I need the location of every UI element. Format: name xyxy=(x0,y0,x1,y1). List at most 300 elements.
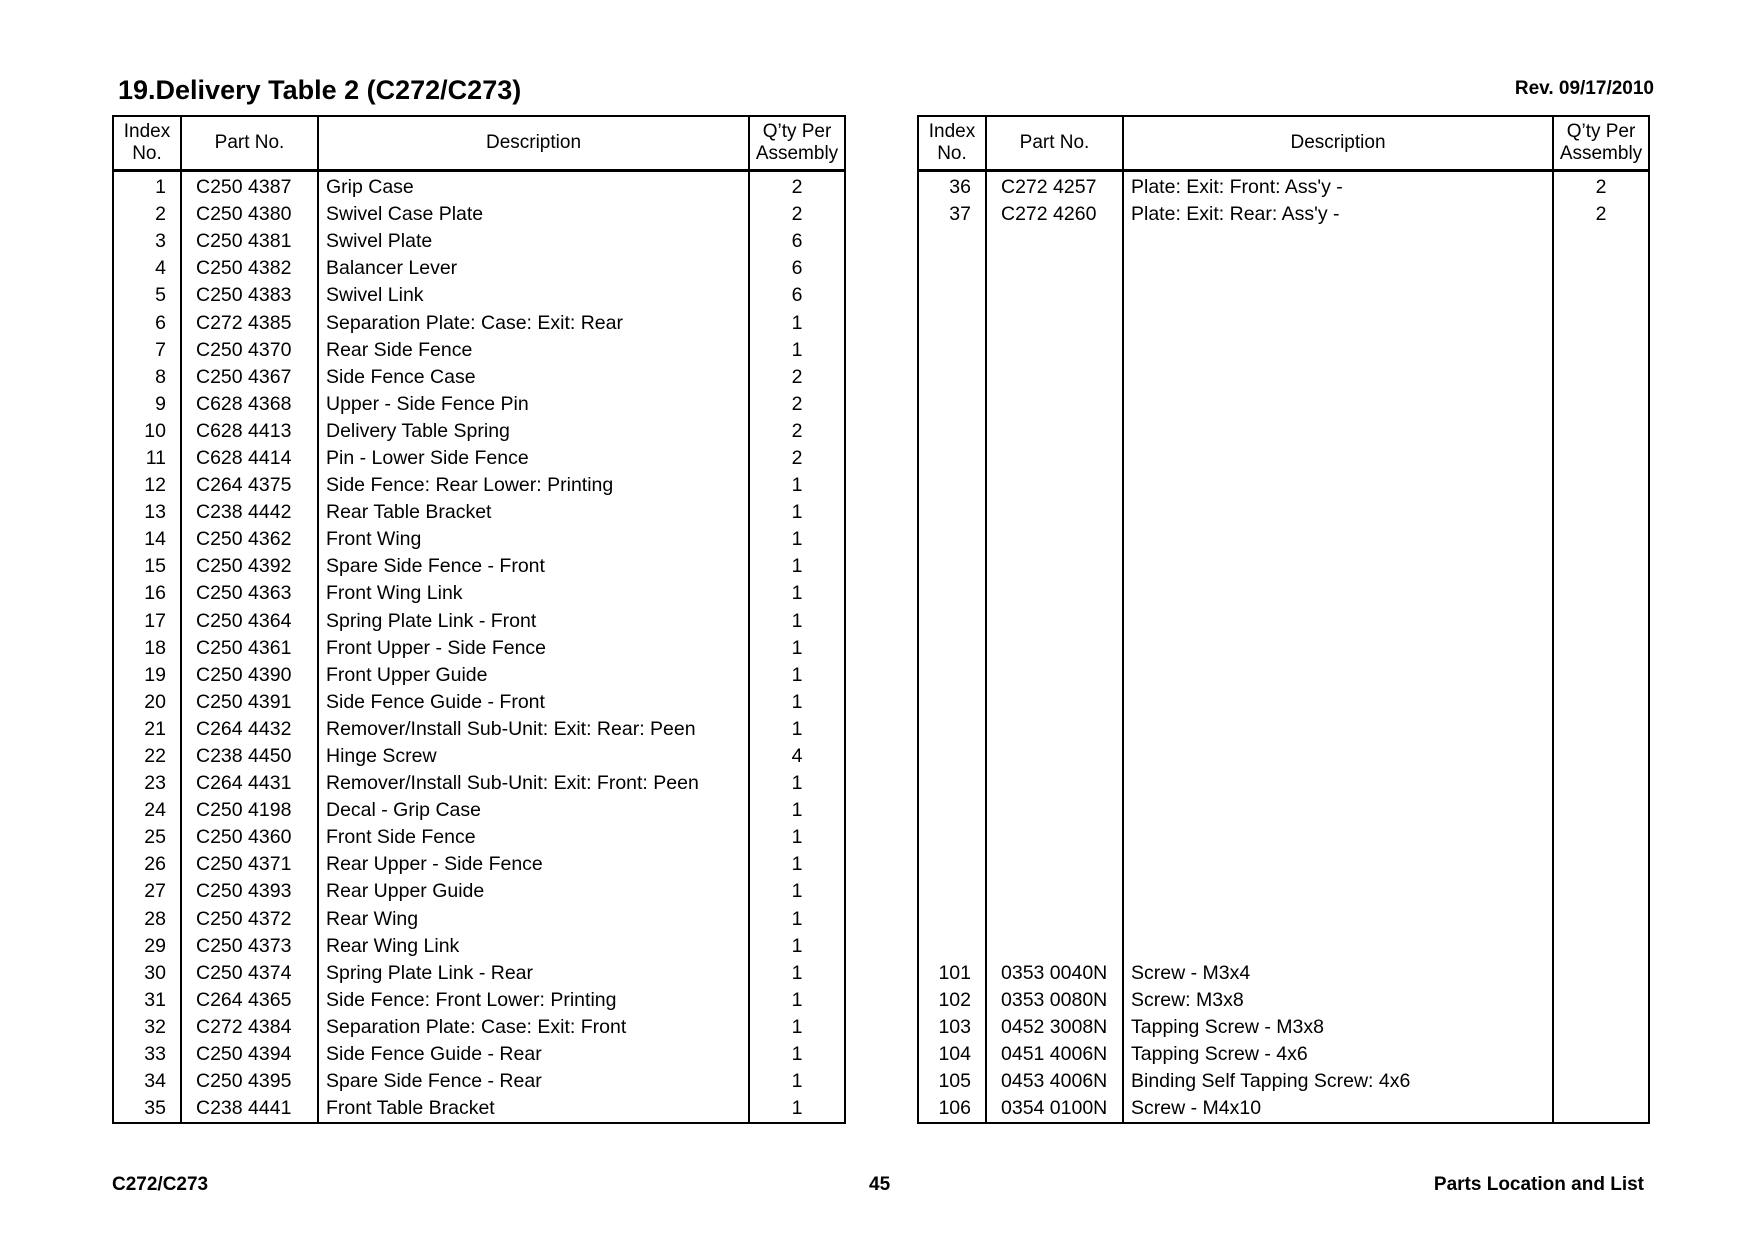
part-no-cell: C250 4382 xyxy=(181,255,318,282)
index-no-cell: 27 xyxy=(113,878,181,905)
index-no-cell: 18 xyxy=(113,635,181,662)
index-no-cell xyxy=(918,608,986,635)
footer-section: Parts Location and List xyxy=(1433,1174,1644,1195)
table-row xyxy=(918,824,1649,851)
qty-cell: 2 xyxy=(749,364,845,391)
description-cell: Front Side Fence xyxy=(318,824,749,851)
table-row xyxy=(918,906,1649,933)
description-cell: Rear Table Bracket xyxy=(318,499,749,526)
description-cell xyxy=(1123,851,1553,878)
revision-date: Rev. 09/17/2010 xyxy=(1514,78,1654,99)
description-cell xyxy=(1123,364,1553,391)
table-row xyxy=(918,635,1649,662)
table-row xyxy=(113,1041,845,1068)
qty-cell: 1 xyxy=(749,906,845,933)
table-row xyxy=(918,770,1649,797)
part-no-cell: C238 4441 xyxy=(181,1095,318,1123)
description-cell xyxy=(1123,716,1553,743)
qty-cell: 1 xyxy=(749,716,845,743)
table-row xyxy=(113,472,845,499)
index-no-cell xyxy=(918,824,986,851)
index-no-cell: 33 xyxy=(113,1041,181,1068)
part-no-header: Part No. xyxy=(986,116,1123,171)
qty-cell: 1 xyxy=(749,960,845,987)
description-cell: Side Fence Guide - Front xyxy=(318,689,749,716)
table-row xyxy=(918,797,1649,824)
description-cell xyxy=(1123,662,1553,689)
index-no-cell xyxy=(918,878,986,905)
index-no-cell: 103 xyxy=(918,1014,986,1041)
qty-cell xyxy=(1553,797,1649,824)
qty-cell xyxy=(1553,635,1649,662)
description-cell: Rear Wing xyxy=(318,906,749,933)
index-no-cell: 19 xyxy=(113,662,181,689)
part-no-cell: C250 4367 xyxy=(181,364,318,391)
index-no-cell xyxy=(918,445,986,472)
index-no-cell: 31 xyxy=(113,987,181,1014)
qty-cell: 1 xyxy=(749,851,845,878)
index-no-cell: 28 xyxy=(113,906,181,933)
description-cell: Rear Side Fence xyxy=(318,337,749,364)
index-no-cell: 20 xyxy=(113,689,181,716)
description-cell: Separation Plate: Case: Exit: Front xyxy=(318,1014,749,1041)
part-no-cell: C250 4395 xyxy=(181,1068,318,1095)
part-no-cell xyxy=(986,689,1123,716)
table-row xyxy=(918,201,1649,228)
index-no-cell: 15 xyxy=(113,553,181,580)
table-row xyxy=(918,933,1649,960)
part-no-cell: C250 4360 xyxy=(181,824,318,851)
qty-cell: 1 xyxy=(749,824,845,851)
qty-cell xyxy=(1553,608,1649,635)
part-no-cell: C628 4413 xyxy=(181,418,318,445)
qty-cell xyxy=(1553,580,1649,607)
table-row xyxy=(113,608,845,635)
table-row xyxy=(918,960,1649,987)
qty-cell: 2 xyxy=(749,445,845,472)
part-no-cell xyxy=(986,824,1123,851)
qty-cell: 1 xyxy=(749,472,845,499)
table-header-row xyxy=(918,116,1649,171)
table-row xyxy=(918,662,1649,689)
part-no-cell: C628 4368 xyxy=(181,391,318,418)
part-no-cell xyxy=(986,580,1123,607)
description-cell: Screw: M3x8 xyxy=(1123,987,1553,1014)
qty-cell xyxy=(1553,933,1649,960)
description-cell: Side Fence Guide - Rear xyxy=(318,1041,749,1068)
table-row xyxy=(918,171,1649,202)
index-no-cell: 106 xyxy=(918,1095,986,1123)
part-no-cell xyxy=(986,662,1123,689)
description-cell: Delivery Table Spring xyxy=(318,418,749,445)
parts-table-right xyxy=(917,115,1650,1124)
table-row xyxy=(918,851,1649,878)
description-cell: Pin - Lower Side Fence xyxy=(318,445,749,472)
qty-header: Q’ty Per Assembly xyxy=(749,116,845,171)
part-no-cell: C250 4393 xyxy=(181,878,318,905)
qty-cell: 1 xyxy=(749,1095,845,1123)
description-cell xyxy=(1123,608,1553,635)
description-cell: Tapping Screw - M3x8 xyxy=(1123,1014,1553,1041)
table-row xyxy=(918,337,1649,364)
qty-cell: 1 xyxy=(749,878,845,905)
part-no-cell: C250 4392 xyxy=(181,553,318,580)
description-cell xyxy=(1123,770,1553,797)
index-no-cell xyxy=(918,933,986,960)
part-no-cell: C250 4364 xyxy=(181,608,318,635)
description-cell xyxy=(1123,580,1553,607)
index-no-cell xyxy=(918,472,986,499)
part-no-cell: C250 4198 xyxy=(181,797,318,824)
part-no-cell xyxy=(986,472,1123,499)
qty-cell xyxy=(1553,418,1649,445)
index-no-cell xyxy=(918,906,986,933)
table-row xyxy=(113,635,845,662)
qty-cell: 2 xyxy=(1553,201,1649,228)
table-row xyxy=(113,987,845,1014)
qty-cell xyxy=(1553,960,1649,987)
index-no-cell: 34 xyxy=(113,1068,181,1095)
index-no-cell: 104 xyxy=(918,1041,986,1068)
description-cell: Spring Plate Link - Rear xyxy=(318,960,749,987)
page-title: 19.Delivery Table 2 (C272/C273) xyxy=(118,75,522,105)
index-no-cell: 21 xyxy=(113,716,181,743)
description-cell xyxy=(1123,797,1553,824)
qty-cell: 1 xyxy=(749,337,845,364)
part-no-cell: 0353 0080N xyxy=(986,987,1123,1014)
index-no-cell: 25 xyxy=(113,824,181,851)
part-no-cell xyxy=(986,770,1123,797)
part-no-cell: 0453 4006N xyxy=(986,1068,1123,1095)
footer-page-number: 45 xyxy=(869,1174,891,1195)
description-cell: Decal - Grip Case xyxy=(318,797,749,824)
description-cell: Tapping Screw - 4x6 xyxy=(1123,1041,1553,1068)
table-row xyxy=(113,1014,845,1041)
qty-cell: 1 xyxy=(749,526,845,553)
table-row xyxy=(113,797,845,824)
index-no-cell xyxy=(918,499,986,526)
part-no-cell: C250 4372 xyxy=(181,906,318,933)
index-no-cell xyxy=(918,553,986,580)
index-no-cell xyxy=(918,662,986,689)
qty-cell xyxy=(1553,391,1649,418)
description-cell: Plate: Exit: Rear: Ass'y - xyxy=(1123,201,1553,228)
part-no-cell: C250 4363 xyxy=(181,580,318,607)
table-row xyxy=(113,716,845,743)
table-row xyxy=(113,282,845,309)
index-no-cell: 26 xyxy=(113,851,181,878)
description-cell xyxy=(1123,824,1553,851)
table-row xyxy=(113,309,845,336)
description-cell: Separation Plate: Case: Exit: Rear xyxy=(318,309,749,336)
index-no-cell: 17 xyxy=(113,608,181,635)
qty-cell xyxy=(1553,770,1649,797)
description-cell: Remover/Install Sub-Unit: Exit: Rear: Peen xyxy=(318,716,749,743)
index-no-cell: 9 xyxy=(113,391,181,418)
index-no-cell: 102 xyxy=(918,987,986,1014)
table-row xyxy=(918,608,1649,635)
description-cell: Remover/Install Sub-Unit: Exit: Front: Peen xyxy=(318,770,749,797)
qty-cell: 2 xyxy=(749,418,845,445)
part-no-cell: 0452 3008N xyxy=(986,1014,1123,1041)
part-no-header: Part No. xyxy=(181,116,318,171)
table-row xyxy=(918,499,1649,526)
description-cell: Front Wing xyxy=(318,526,749,553)
part-no-cell: C272 4385 xyxy=(181,309,318,336)
table-row xyxy=(918,716,1649,743)
description-cell: Swivel Case Plate xyxy=(318,201,749,228)
description-cell: Rear Upper Guide xyxy=(318,878,749,905)
part-no-cell xyxy=(986,797,1123,824)
qty-cell xyxy=(1553,1068,1649,1095)
description-cell: Rear Wing Link xyxy=(318,933,749,960)
description-cell xyxy=(1123,418,1553,445)
part-no-cell xyxy=(986,933,1123,960)
part-no-cell xyxy=(986,878,1123,905)
description-cell xyxy=(1123,553,1553,580)
table-row xyxy=(113,824,845,851)
part-no-cell xyxy=(986,526,1123,553)
part-no-cell xyxy=(986,337,1123,364)
index-no-cell: 23 xyxy=(113,770,181,797)
description-cell xyxy=(1123,878,1553,905)
part-no-cell xyxy=(986,635,1123,662)
table-row xyxy=(918,228,1649,255)
table-row xyxy=(113,228,845,255)
description-cell: Binding Self Tapping Screw: 4x6 xyxy=(1123,1068,1553,1095)
part-no-cell: C250 4391 xyxy=(181,689,318,716)
table-row xyxy=(918,553,1649,580)
index-no-cell: 1 xyxy=(113,171,181,202)
description-cell: Plate: Exit: Front: Ass'y - xyxy=(1123,171,1553,202)
qty-cell xyxy=(1553,716,1649,743)
description-cell: Front Upper - Side Fence xyxy=(318,635,749,662)
table-row xyxy=(918,689,1649,716)
qty-cell: 1 xyxy=(749,608,845,635)
qty-cell xyxy=(1553,309,1649,336)
table-row xyxy=(918,1095,1649,1123)
part-no-cell xyxy=(986,391,1123,418)
description-cell xyxy=(1123,337,1553,364)
index-no-cell: 10 xyxy=(113,418,181,445)
description-cell: Front Wing Link xyxy=(318,580,749,607)
qty-cell xyxy=(1553,255,1649,282)
table-row xyxy=(918,1014,1649,1041)
part-no-cell xyxy=(986,743,1123,770)
table-row xyxy=(918,255,1649,282)
part-no-cell xyxy=(986,255,1123,282)
table-row xyxy=(113,364,845,391)
description-cell xyxy=(1123,309,1553,336)
table-row xyxy=(113,499,845,526)
description-cell: Front Table Bracket xyxy=(318,1095,749,1123)
description-cell xyxy=(1123,906,1553,933)
qty-cell xyxy=(1553,472,1649,499)
description-cell: Side Fence: Rear Lower: Printing xyxy=(318,472,749,499)
part-no-cell: C264 4432 xyxy=(181,716,318,743)
description-cell: Swivel Link xyxy=(318,282,749,309)
description-cell: Spring Plate Link - Front xyxy=(318,608,749,635)
description-cell xyxy=(1123,255,1553,282)
qty-cell: 4 xyxy=(749,743,845,770)
table-row xyxy=(113,171,845,202)
parts-table-body xyxy=(918,171,1649,1124)
index-no-cell xyxy=(918,364,986,391)
part-no-cell xyxy=(986,553,1123,580)
qty-cell xyxy=(1553,364,1649,391)
index-no-cell xyxy=(918,797,986,824)
qty-cell: 1 xyxy=(749,1041,845,1068)
part-no-cell: C264 4365 xyxy=(181,987,318,1014)
part-no-cell: 0353 0040N xyxy=(986,960,1123,987)
index-no-cell: 16 xyxy=(113,580,181,607)
table-row xyxy=(113,878,845,905)
index-no-cell xyxy=(918,770,986,797)
part-no-cell: C250 4361 xyxy=(181,635,318,662)
part-no-cell xyxy=(986,608,1123,635)
table-row xyxy=(113,391,845,418)
table-row xyxy=(918,526,1649,553)
parts-table-left xyxy=(112,115,846,1124)
index-no-cell: 30 xyxy=(113,960,181,987)
qty-cell xyxy=(1553,689,1649,716)
index-no-cell: 6 xyxy=(113,309,181,336)
qty-cell xyxy=(1553,526,1649,553)
table-row xyxy=(918,743,1649,770)
index-no-cell: 11 xyxy=(113,445,181,472)
table-row xyxy=(113,689,845,716)
index-no-cell: 36 xyxy=(918,171,986,202)
part-no-cell: C250 4371 xyxy=(181,851,318,878)
table-row xyxy=(113,851,845,878)
table-row xyxy=(113,1095,845,1123)
index-no-cell: 24 xyxy=(113,797,181,824)
index-no-cell: 37 xyxy=(918,201,986,228)
qty-cell: 1 xyxy=(749,580,845,607)
index-no-cell: 13 xyxy=(113,499,181,526)
index-no-cell: 7 xyxy=(113,337,181,364)
qty-cell: 1 xyxy=(749,662,845,689)
description-cell: Rear Upper - Side Fence xyxy=(318,851,749,878)
part-no-cell xyxy=(986,906,1123,933)
qty-cell: 6 xyxy=(749,228,845,255)
table-row xyxy=(918,364,1649,391)
table-row xyxy=(113,580,845,607)
index-no-cell xyxy=(918,743,986,770)
table-header-row xyxy=(113,116,845,171)
part-no-cell: C250 4380 xyxy=(181,201,318,228)
description-cell xyxy=(1123,391,1553,418)
description-cell: Swivel Plate xyxy=(318,228,749,255)
index-no-cell xyxy=(918,255,986,282)
table-row xyxy=(918,472,1649,499)
part-no-cell xyxy=(986,309,1123,336)
part-no-cell: C250 4362 xyxy=(181,526,318,553)
table-row xyxy=(113,255,845,282)
qty-cell: 1 xyxy=(749,933,845,960)
table-row xyxy=(113,933,845,960)
index-no-cell: 4 xyxy=(113,255,181,282)
part-no-cell: 0354 0100N xyxy=(986,1095,1123,1123)
table-row xyxy=(918,445,1649,472)
qty-cell: 6 xyxy=(749,255,845,282)
qty-cell xyxy=(1553,1041,1649,1068)
description-cell: Screw - M4x10 xyxy=(1123,1095,1553,1123)
description-cell: Grip Case xyxy=(318,171,749,202)
description-cell xyxy=(1123,472,1553,499)
qty-cell xyxy=(1553,445,1649,472)
table-row xyxy=(918,391,1649,418)
table-row xyxy=(113,418,845,445)
table-row xyxy=(113,960,845,987)
description-cell: Balancer Lever xyxy=(318,255,749,282)
qty-cell xyxy=(1553,553,1649,580)
description-cell xyxy=(1123,743,1553,770)
description-cell xyxy=(1123,933,1553,960)
index-no-header: Index No. xyxy=(918,116,986,171)
index-no-cell: 32 xyxy=(113,1014,181,1041)
table-row xyxy=(113,201,845,228)
index-no-cell: 5 xyxy=(113,282,181,309)
table-row xyxy=(918,1041,1649,1068)
qty-cell: 1 xyxy=(749,553,845,580)
qty-cell xyxy=(1553,906,1649,933)
description-cell: Side Fence Case xyxy=(318,364,749,391)
index-no-cell: 8 xyxy=(113,364,181,391)
part-no-cell: C628 4414 xyxy=(181,445,318,472)
description-cell xyxy=(1123,689,1553,716)
description-cell: Side Fence: Front Lower: Printing xyxy=(318,987,749,1014)
part-no-cell: C250 4370 xyxy=(181,337,318,364)
qty-cell xyxy=(1553,337,1649,364)
part-no-cell xyxy=(986,418,1123,445)
table-row xyxy=(918,1068,1649,1095)
part-no-cell: C250 4387 xyxy=(181,171,318,202)
part-no-cell: C264 4375 xyxy=(181,472,318,499)
part-no-cell xyxy=(986,716,1123,743)
index-no-cell xyxy=(918,309,986,336)
description-cell xyxy=(1123,282,1553,309)
part-no-cell xyxy=(986,499,1123,526)
part-no-cell: C250 4381 xyxy=(181,228,318,255)
part-no-cell xyxy=(986,282,1123,309)
part-no-cell: C272 4260 xyxy=(986,201,1123,228)
description-cell xyxy=(1123,526,1553,553)
index-no-cell: 3 xyxy=(113,228,181,255)
index-no-cell xyxy=(918,282,986,309)
description-cell: Front Upper Guide xyxy=(318,662,749,689)
index-no-cell xyxy=(918,526,986,553)
index-no-header: Index No. xyxy=(113,116,181,171)
table-row xyxy=(918,282,1649,309)
part-no-cell: C272 4384 xyxy=(181,1014,318,1041)
part-no-cell: 0451 4006N xyxy=(986,1041,1123,1068)
qty-cell: 2 xyxy=(1553,171,1649,202)
qty-cell xyxy=(1553,1095,1649,1123)
table-row xyxy=(113,770,845,797)
part-no-cell: C250 4390 xyxy=(181,662,318,689)
index-no-cell: 22 xyxy=(113,743,181,770)
description-cell xyxy=(1123,228,1553,255)
description-header: Description xyxy=(1123,116,1553,171)
table-row xyxy=(918,580,1649,607)
index-no-cell xyxy=(918,689,986,716)
index-no-cell: 2 xyxy=(113,201,181,228)
description-cell: Hinge Screw xyxy=(318,743,749,770)
table-row xyxy=(113,662,845,689)
index-no-cell: 101 xyxy=(918,960,986,987)
qty-cell xyxy=(1553,1014,1649,1041)
